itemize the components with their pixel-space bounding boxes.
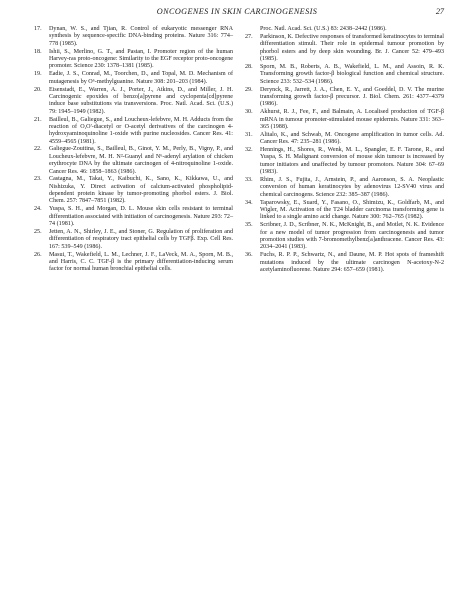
- reference-entry: [245, 34, 444, 63]
- reference-text: Ishii, S., Merlino, G. T., and Pastan, I. Promoter region of the human Harvey-ras proto-oncogene: Similarity to the EGF receptor proto-oncogene promoter. Science 230: 1378–1381 (1985).: [49, 48, 233, 70]
- reference-text: Akhurst, R. J., Fee, F., and Balmain, A. Localised production of TGF-β mRNA in tumour promoter-stimulated mouse epidermis. Nature 331: 363–365 (1988).: [260, 109, 444, 130]
- reference-number: 36.: [245, 252, 253, 259]
- reference-entry: [34, 146, 233, 175]
- reference-entry: [245, 177, 444, 199]
- running-title: ONCOGENES IN SKIN CARCINOGENESIS: [156, 7, 318, 16]
- reference-number: 26.: [34, 251, 42, 258]
- reference-entry: [245, 222, 444, 251]
- reference-entry: [34, 252, 233, 274]
- reference-entry: [34, 49, 233, 71]
- reference-number: 29.: [245, 86, 253, 93]
- reference-text: Dynan, W. S., and Tjian, R. Control of eukaryotic messenger RNA synthesis by sequence-specific DNA-binding proteins. Nature 316: 774–778 (1985).: [49, 26, 233, 47]
- reference-entry: [245, 64, 444, 86]
- reference-text: Alitalo, K., and Schwab, M. Oncogene amplification in tumor cells. Ad. Cancer Res. 47: 235–281 (1986).: [260, 131, 444, 146]
- reference-text: Taparowsky, E., Suard, Y., Fasano, O., Shimizu, K., Goldfarb, M., and Wigler, M. Activation of the T24 bladder carcinoma transforming gene is linked to a single amino acid change. Nature 300: 762–765 (1982).: [260, 199, 444, 221]
- reference-text: Jetten, A. N., Shirley, J. E., and Stoner, G. Regulation of proliferation and differentiation of respiratory tract epithelial cells by TGFβ. Exp. Cell Res. 167: 539–549 (1986).: [49, 229, 233, 250]
- references-columns: [34, 26, 444, 275]
- reference-text: Castagna, M., Takai, Y., Kaibuchi, K., Sano, K., Kikkawa, U., and Nishizuka, Y. Direct activation of calcium-activated phospholipid-dependent protein kinase by tumor-promoting phorbol esters. J. Biol. Chem. 257: 7847–7851 (1982).: [49, 176, 233, 205]
- reference-text: Sporn, M. B., Roberts, A. B., Wakefield, L. M., and Assoin, R. K. Transforming growth factor-β biological function and chemical structure. Science 233: 532–534 (1986).: [260, 63, 444, 85]
- reference-text: Yuspa, S. H., and Morgan, D. L. Mouse skin cells resistant to terminal differentiation associated with initiation of carcinogenesis. Nature 293: 72–74 (1981).: [49, 206, 233, 228]
- reference-number: 23.: [34, 176, 42, 183]
- reference-text: Parkinson, K. Defective responses of transformed keratinocytes to terminal differentiation stimuli. Their role in epidermal tumour promotion by phorbol esters and by deep skin wounding. Br. J. Cancer 52: 479–493 (1985).: [260, 33, 444, 62]
- page-header: [0, 7, 474, 19]
- reference-number: 28.: [245, 63, 253, 70]
- reference-text: Hennings, H., Shores, R., Wenk, M. L., Spangler, E. F. Tarone, R., and Yuspa, S. H. Malignant conversion of mouse skin tumour is increased by tumor initiators and unaffected by tumour promotors. Nature 304: 67–69 (1983).: [260, 147, 444, 176]
- reference-number: 30.: [245, 109, 253, 116]
- reference-entry: [245, 252, 444, 274]
- reference-number: 22.: [34, 146, 42, 153]
- reference-text: Masui, T., Wakefield, L. M., Lechner, J. F., LaVeck, M. A., Sporn, M. B., and Harris, C. C. TGF-β is the primary differentiation-inducing serum factor for normal human bronchial epithelial cells.: [49, 251, 233, 273]
- reference-text: Proc. Natl. Acad. Sci. (U.S.) 83: 2438–2442 (1986).: [260, 26, 387, 32]
- reference-entry: [34, 87, 233, 116]
- references-right-column: [245, 26, 444, 275]
- reference-entry: [245, 132, 444, 147]
- reference-number: 34.: [245, 199, 253, 206]
- reference-entry: [34, 71, 233, 86]
- reference-entry: [34, 229, 233, 251]
- reference-text: Eadie, J. S., Conrad, M., Toorchen, D., and Topal, M. D. Mechanism of mutagenesis by O⁶-methylguanine. Nature 308: 201–203 (1984).: [49, 71, 233, 85]
- reference-number: 21.: [34, 116, 42, 123]
- reference-number: 24.: [34, 206, 42, 213]
- reference-number: 33.: [245, 177, 253, 184]
- reference-number: 32.: [245, 147, 253, 154]
- reference-text: Eisenstadt, E., Warren, A. J., Porter, J., Atkins, D., and Miller, J. H. Carcinogenic epoxides of benzo[a]pyrene and cyclopenta[cd]pyrene induce base substitutions via transversions. Proc. Natl. Acad. Sci. (U.S.) 79: 1945–1949 (1982).: [49, 86, 233, 115]
- reference-number: 18.: [34, 48, 42, 55]
- reference-number: 25.: [34, 229, 42, 236]
- reference-number: 19.: [34, 71, 42, 78]
- reference-entry: [245, 87, 444, 109]
- reference-text: Fuchs, R. P. P., Schwartz, N., and Daune, M. P. Hot spots of frameshift mutations induced by the ultimate carcinogen N-acetoxy-N-2 acetylaminofluorene. Nature 294: 657–659 (1981).: [260, 252, 444, 273]
- reference-entry: [245, 200, 444, 222]
- reference-entry: [34, 26, 233, 48]
- reference-text: Scribner, J. D., Scribner, N. K., McKnight, B., and Motlet, N. K. Evidence for a new model of tumor progression from carcinogenesis and tumor promotion studies with 7-bromomethylbenz[a]anthracene. Cancer Res. 43: 2034–2041 (1983).: [260, 222, 444, 251]
- reference-number: 17.: [34, 26, 42, 32]
- references-left-column: [34, 26, 233, 275]
- reference-text: Derynck, R., Jarrett, J. A., Chen, E. Y., and Goeddel, D. V. The murine transforming growth factor-β precursor. J. Biol. Chem. 261: 4377–4379 (1986).: [260, 86, 444, 108]
- reference-number: 27.: [245, 33, 253, 40]
- reference-number: 31.: [245, 131, 253, 138]
- reference-entry: [34, 117, 233, 146]
- reference-entry: [245, 109, 444, 131]
- reference-entry: [34, 176, 233, 205]
- reference-entry: [245, 147, 444, 176]
- reference-text: Rhim, J. S., Fujita, J., Arnstein, P., and Aaronson, S. A. Neoplastic conversion of human keratinocytes by adenovirus 12-SV40 virus and chemical carcinogens. Science 232: 385–387 (1986).: [260, 177, 444, 198]
- reference-number: 20.: [34, 86, 42, 93]
- reference-text: Bailleul, B., Galiegue, S., and Loucheux-lefebvre, M. H. Adducts from the reaction of O,O'-diacetyl or O-acetyl derivatives of the carcinogen 4-hydroxyaminoquinoline 1-oxide with purine nucleosides. Cancer Res. 41: 4559–4565 (1981).: [49, 116, 233, 145]
- page-number: 27: [435, 7, 444, 16]
- reference-entry: [34, 206, 233, 228]
- reference-number: 35.: [245, 222, 253, 229]
- reference-text: Galiegue-Zouitina, S., Bailleul, B., Ginot, Y. M., Perly, B., Vigny, P., and Loucheux-lefebvre, M. H. N²-Guanyl and N⁶-adenyl arylation of chicken erythrocyte DNA by the ultimate carcinogen of 4-nitroquinoline 1-oxide. Cancer Res. 46: 1858–1863 (1986).: [49, 146, 233, 175]
- reference-entry: [245, 26, 444, 33]
